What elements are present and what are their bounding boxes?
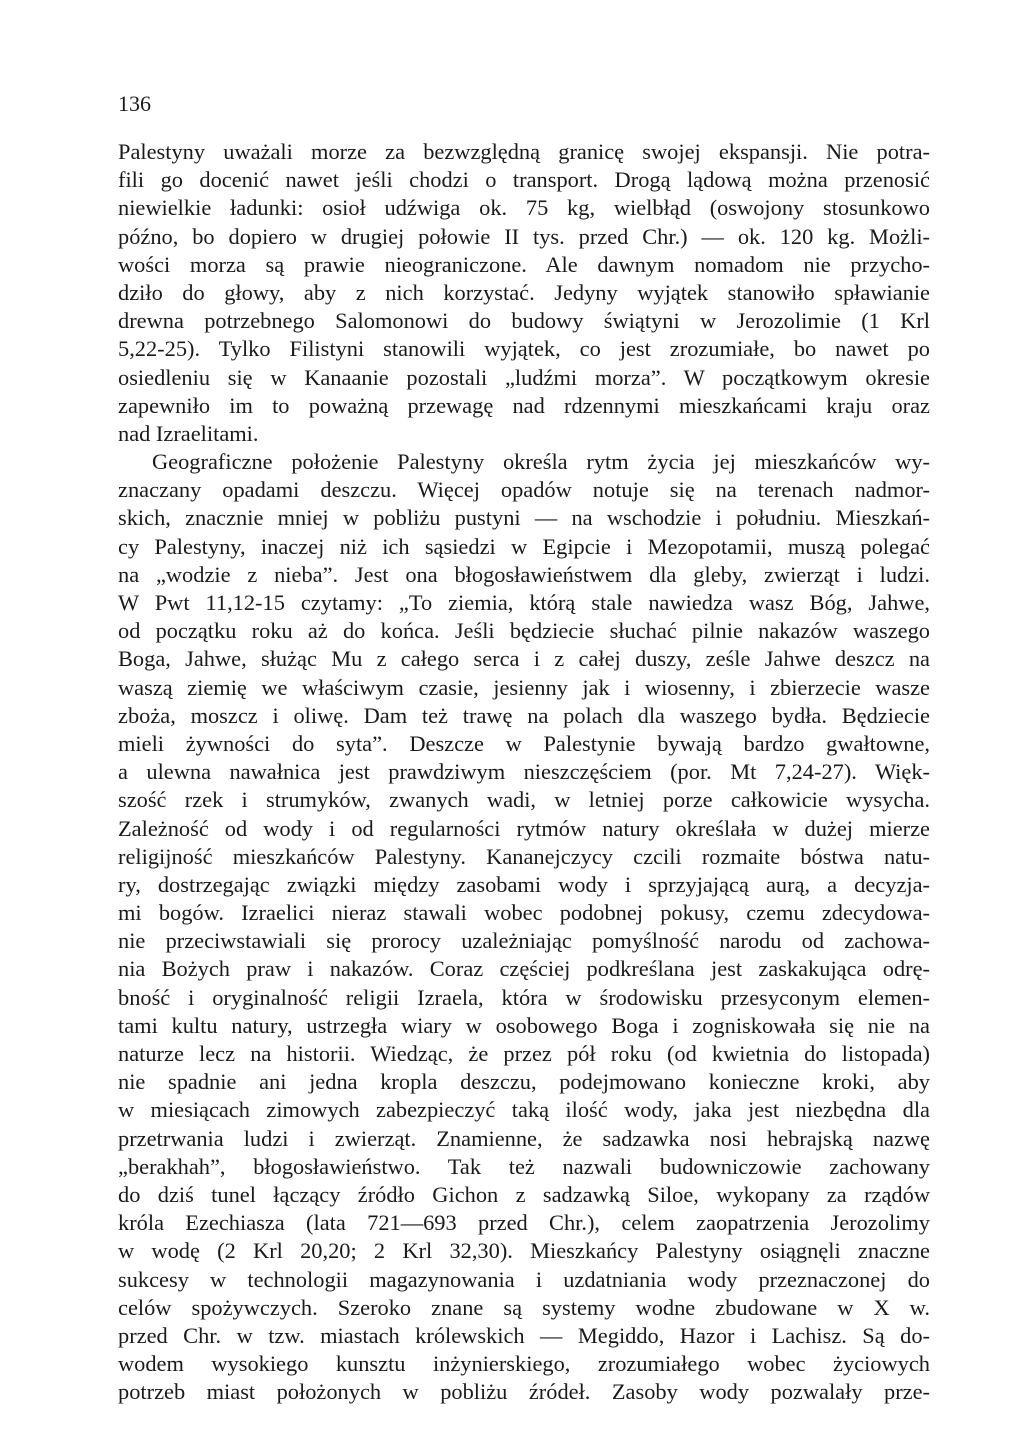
- text-line: do dziś tunel łączący źródło Gichon z sadzawką Siloe, wykopany za rządów: [118, 1181, 930, 1207]
- text-line: a ulewna nawałnica jest prawdziwym nieszczęściem (por. Mt 7,24-27). Więk-: [118, 759, 930, 785]
- text-line: nie spadnie ani jedna kropla deszczu, podejmowano konieczne kroki, aby: [118, 1069, 930, 1095]
- text-line: od początku roku aż do końca. Jeśli będziecie słuchać pilnie nakazów waszego: [118, 618, 930, 644]
- text-line: Geograficzne położenie Palestyny określa rytm życia jej mieszkańców wy-: [152, 449, 930, 475]
- text-line: nia Bożych praw i nakazów. Coraz częściej podkreślana jest zaskakująca odrę-: [118, 956, 930, 982]
- text-line: bność i oryginalność religii Izraela, która w środowisku przesyconym elemen-: [118, 984, 930, 1010]
- text-line: szość rzek i strumyków, zwanych wadi, w letniej porze całkowicie wysycha.: [118, 787, 930, 813]
- text-line: skich, znacznie mniej w pobliżu pustyni — na wschodzie i południu. Mieszkań-: [118, 505, 930, 531]
- text-line: 5,22-25). Tylko Filistyni stanowili wyjątek, co jest zrozumiałe, bo nawet po: [118, 336, 930, 362]
- text-line: drewna potrzebnego Salomonowi do budowy świątyni w Jerozolimie (1 Krl: [118, 308, 930, 334]
- text-line: mi bogów. Izraelici nieraz stawali wobec podobnej pokusy, czemu zdecydowa-: [118, 900, 930, 926]
- paragraph: [118, 138, 930, 448]
- text-line: zapewniło im to poważną przewagę nad rdzennymi mieszkańcami kraju oraz: [118, 392, 930, 418]
- paragraph: [118, 448, 930, 1406]
- text-line: tami kultu natury, ustrzegła wiary w osobowego Boga i zogniskowała się nie na: [118, 1012, 930, 1038]
- body-text: [118, 138, 930, 1406]
- text-line: fili go docenić nawet jeśli chodzi o transport. Drogą lądową można przenosić: [118, 167, 930, 193]
- text-line: wodem wysokiego kunsztu inżynierskiego, zrozumiałego wobec życiowych: [118, 1351, 930, 1377]
- text-line: późno, bo dopiero w drugiej połowie II tys. przed Chr.) — ok. 120 kg. Możli-: [118, 223, 930, 249]
- text-line: przetrwania ludzi i zwierząt. Znamienne, że sadzawka nosi hebrajską nazwę: [118, 1125, 930, 1151]
- text-line: nad Izraelitami.: [118, 420, 259, 446]
- text-line: w miesiącach zimowych zabezpieczyć taką ilość wody, jaka jest niezbędna dla: [118, 1097, 930, 1123]
- text-line: króla Ezechiasza (lata 721—693 przed Chr.), celem zaopatrzenia Jerozolimy: [118, 1210, 930, 1236]
- text-line: Boga, Jahwe, służąc Mu z całego serca i z całej duszy, ześle Jahwe deszcz na: [118, 646, 930, 672]
- text-line: nie przeciwstawiali się prorocy uzależniając pomyślność narodu od zachowa-: [118, 928, 930, 954]
- text-line: naturze lecz na historii. Wiedząc, że przez pół roku (od kwietnia do listopada): [118, 1041, 930, 1066]
- text-line: „berakhah”, błogosławieństwo. Tak też nazwali budowniczowie zachowany: [118, 1153, 930, 1179]
- text-line: Palestyny uważali morze za bezwzględną granicę swojej ekspansji. Nie potra-: [118, 139, 930, 164]
- text-line: mieli żywności do syta”. Deszcze w Palestynie bywają bardzo gwałtowne,: [118, 730, 930, 756]
- text-line: sukcesy w technologii magazynowania i uzdatniania wody przeznaczonej do: [118, 1266, 930, 1292]
- text-line: ry, dostrzegając związki między zasobami wody i sprzyjającą aurą, a decyzja-: [118, 871, 930, 897]
- text-line: potrzeb miast położonych w pobliżu źródeł. Zasoby wody pozwalały prze-: [118, 1379, 930, 1405]
- text-line: na „wodzie z nieba”. Jest ona błogosławieństwem dla gleby, zwierząt i ludzi.: [118, 561, 930, 587]
- text-line: Zależność od wody i od regularności rytmów natury określała w dużej mierze: [118, 815, 930, 841]
- text-line: religijność mieszkańców Palestyny. Kananejczycy czcili rozmaite bóstwa natu-: [118, 843, 930, 869]
- text-line: dziło do głowy, aby z nich korzystać. Jedyny wyjątek stanowiło spławianie: [118, 279, 930, 305]
- text-line: osiedleniu się w Kanaanie pozostali „ludźmi morza”. W początkowym okresie: [118, 364, 930, 390]
- text-line: cy Palestyny, inaczej niż ich sąsiedzi w Egipcie i Mezopotamii, muszą polegać: [118, 533, 930, 559]
- text-line: zboża, moszcz i oliwę. Dam też trawę na polach dla waszego bydła. Będziecie: [118, 702, 930, 728]
- text-line: wości morza są prawie nieograniczone. Ale dawnym nomadom nie przycho-: [118, 251, 930, 277]
- text-line: znaczany opadami deszczu. Więcej opadów notuje się na terenach nadmor-: [118, 477, 930, 503]
- text-line: przed Chr. w tzw. miastach królewskich — Megiddo, Hazor i Lachisz. Są do-: [118, 1322, 930, 1348]
- text-line: celów spożywczych. Szeroko znane są systemy wodne zbudowane w X w.: [118, 1294, 930, 1320]
- text-line: niewielkie ładunki: osioł udźwiga ok. 75 kg, wielbłąd (oswojony stosunkowo: [118, 195, 930, 221]
- text-line: W Pwt 11,12-15 czytamy: „To ziemia, którą stale nawiedza wasz Bóg, Jahwe,: [118, 590, 930, 615]
- page-number: 136: [118, 91, 151, 116]
- text-line: waszą ziemię we właściwym czasie, jesienny jak i wiosenny, i zbierzecie wasze: [118, 674, 930, 700]
- text-line: w wodę (2 Krl 20,20; 2 Krl 32,30). Mieszkańcy Palestyny osiągnęli znaczne: [118, 1238, 930, 1264]
